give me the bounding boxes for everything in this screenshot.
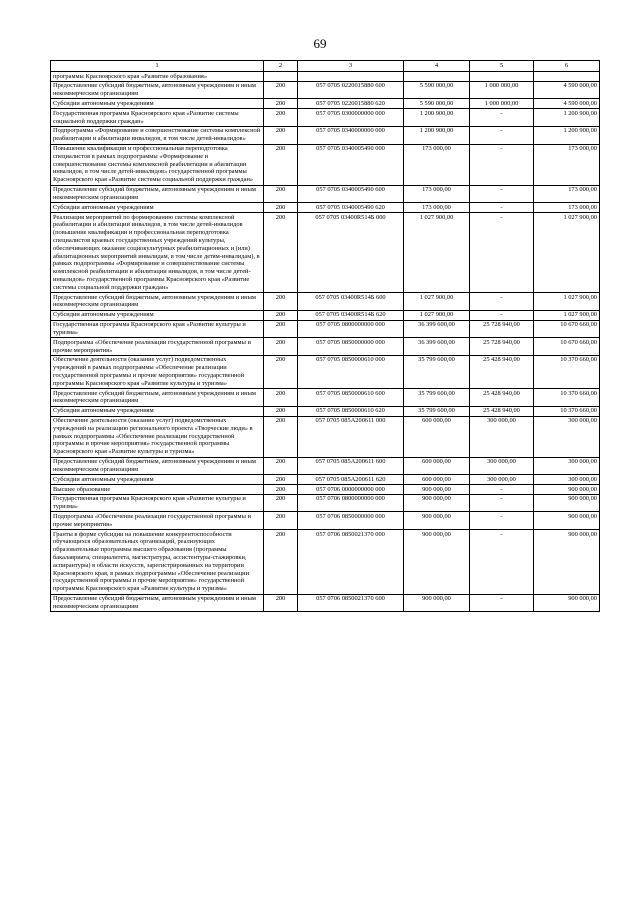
row-regional-cell: 10 670 660,00: [534, 320, 600, 338]
table-row: [51, 485, 600, 495]
row-name-cell: программы Красноярского края «Развитие образования»: [51, 72, 264, 82]
row-regional-cell: 900 000,00: [534, 512, 600, 530]
row-total-cell: 600 000,00: [404, 416, 470, 457]
row-name-cell: Предоставление субсидий бюджетным, автономным учреждениям и иным некоммерческим организациям: [51, 81, 264, 99]
row-regional-cell: 1 200 900,00: [534, 109, 600, 127]
row-name-cell: Предоставление субсидий бюджетным, автономным учреждениям и иным некоммерческим организациям: [51, 594, 264, 612]
row-name-cell: Повышение квалификации и профессиональная переподготовка специалистов в рамках подпрограммы «Формирование и совершенствование системы комплексной реабилитации и абилитации инвалидов, в том числе детей-инвалидов» государственной программы Красноярского края «Развитие системы социальной поддержки граждан»: [51, 144, 264, 185]
row-name-cell: Обеспечение деятельности (оказание услуг) подведомственных учреждений в рамках подпрограммы «Обеспечение реализации государственной программы и прочие мероприятия» государственной программы Красноярского края «Развитие культуры и туризма»: [51, 355, 264, 388]
table-row: [51, 293, 600, 311]
row-code-cell: 200: [264, 293, 298, 311]
row-kbk-cell: 057 0705 0800000000 000: [298, 320, 404, 338]
row-name-cell: Высшее образование: [51, 485, 264, 495]
row-federal-cell: 25 428 940,00: [470, 406, 534, 416]
row-regional-cell: 300 000,00: [534, 457, 600, 475]
row-federal-cell: 300 000,00: [470, 457, 534, 475]
row-name-cell: Субсидии автономным учреждениям: [51, 406, 264, 416]
row-kbk-cell: 057 0705 0220015880 600: [298, 81, 404, 99]
row-code-cell: 200: [264, 185, 298, 203]
row-kbk-cell: 057 0705 0850000610 600: [298, 389, 404, 407]
row-name-cell: Субсидии автономным учреждениям: [51, 310, 264, 320]
row-total-cell: 1 200 900,00: [404, 109, 470, 127]
row-kbk-cell: 057 0705 0300000000 000: [298, 109, 404, 127]
row-regional-cell: 4 590 000,00: [534, 81, 600, 99]
header-cell: 5: [470, 61, 534, 72]
row-name-cell: Гранты в форме субсидии на повышение конкурентоспособности обучающихся образовательных организаций, реализующих образовательные программы высшего образования (программы бакалавриата, специалитета, магистратуры, ассистентуры-стажировки, аспирантуры) в области искусств, зарегистрированных на территории Красноярского края, в рамках подпрограммы «Обеспечение реализации государственной программы и прочие мероприятия» государственной программы Красноярского края «Развитие культуры и туризма»: [51, 530, 264, 595]
row-federal-cell: 300 000,00: [470, 475, 534, 485]
row-code-cell: 200: [264, 389, 298, 407]
row-federal-cell: -: [470, 109, 534, 127]
row-total-cell: 173 000,00: [404, 144, 470, 185]
row-code-cell: 200: [264, 475, 298, 485]
header-cell: 1: [51, 61, 264, 72]
row-regional-cell: 300 000,00: [534, 416, 600, 457]
row-kbk-cell: 057 0705 0340005490 600: [298, 185, 404, 203]
row-total-cell: 900 000,00: [404, 594, 470, 612]
page-number: 69: [313, 36, 327, 51]
row-code-cell: 200: [264, 530, 298, 595]
table-row: [51, 109, 600, 127]
row-regional-cell: 1 027 900,00: [534, 293, 600, 311]
row-federal-cell: 25 728 940,00: [470, 320, 534, 338]
row-kbk-cell: 057 0705 0340005490 620: [298, 203, 404, 213]
row-federal-cell: 25 728 940,00: [470, 338, 534, 356]
row-name-cell: Реализация мероприятий по формированию системы комплексной реабилитации и абилитации инвалидов, в том числе детей-инвалидов (повышение квалификации и профессиональная переподготовка специалистов краевых государственных учреждений культуры, обеспечивающих оказание социокультурных реабилитационных и (или) абилитационных мероприятий инвалидам, в том числе детям-инвалидам), в рамках подпрограммы «Формирование и совершенствование системы комплексной реабилитации и абилитации инвалидов, в том числе детей-инвалидов» государственной программы Красноярского края «Развитие системы социальной поддержки граждан»: [51, 213, 264, 293]
row-code-cell: 200: [264, 310, 298, 320]
row-regional-cell: 10 670 660,00: [534, 338, 600, 356]
row-code-cell: 200: [264, 416, 298, 457]
row-federal-cell: -: [470, 126, 534, 144]
row-code-cell: 200: [264, 355, 298, 388]
table-row: [51, 512, 600, 530]
header-cell: 3: [298, 61, 404, 72]
row-total-cell: 900 000,00: [404, 512, 470, 530]
row-regional-cell: 1 200 900,00: [534, 126, 600, 144]
row-kbk-cell: 057 0705 0220015880 620: [298, 99, 404, 109]
row-total-cell: 1 027 900,00: [404, 213, 470, 293]
row-regional-cell: 1 027 900,00: [534, 213, 600, 293]
table-row: [51, 72, 600, 82]
table-row: [51, 310, 600, 320]
header-cell: 2: [264, 61, 298, 72]
row-total-cell: 35 799 600,00: [404, 389, 470, 407]
row-name-cell: Государственная программа Красноярского края «Развитие культуры и туризма»: [51, 494, 264, 512]
row-kbk-cell: 057 0705 0340005490 000: [298, 144, 404, 185]
row-code-cell: 200: [264, 213, 298, 293]
row-total-cell: 1 200 900,00: [404, 126, 470, 144]
row-total-cell: [404, 72, 470, 82]
header-cell: 6: [534, 61, 600, 72]
row-kbk-cell: 057 0706 0850000000 000: [298, 512, 404, 530]
table-row: [51, 126, 600, 144]
row-regional-cell: 10 370 660,00: [534, 406, 600, 416]
row-kbk-cell: 057 0705 0850000000 000: [298, 338, 404, 356]
row-code-cell: 200: [264, 338, 298, 356]
row-regional-cell: [534, 72, 600, 82]
row-total-cell: 600 000,00: [404, 475, 470, 485]
row-total-cell: 36 399 600,00: [404, 338, 470, 356]
table-row: [51, 203, 600, 213]
row-name-cell: Государственная программа Красноярского края «Развитие системы социальной поддержки граждан»: [51, 109, 264, 127]
table-row: [51, 406, 600, 416]
row-regional-cell: 300 000,00: [534, 475, 600, 485]
row-federal-cell: -: [470, 594, 534, 612]
table-row: [51, 81, 600, 99]
row-federal-cell: 25 428 940,00: [470, 355, 534, 388]
row-federal-cell: 1 000 000,00: [470, 81, 534, 99]
row-kbk-cell: 057 0706 0000000000 000: [298, 485, 404, 495]
row-regional-cell: 173 000,00: [534, 203, 600, 213]
row-name-cell: Государственная программа Красноярского края «Развитие культуры и туризма»: [51, 320, 264, 338]
row-federal-cell: -: [470, 144, 534, 185]
row-name-cell: Обеспечение деятельности (оказание услуг) подведомственных учреждений на реализацию регионального проекта «Творческие люди» в рамках подпрограммы «Обеспечение реализации государственной программы и прочие мероприятия» государственной программы Красноярского края «Развитие культуры и туризма»: [51, 416, 264, 457]
table-row: [51, 416, 600, 457]
row-federal-cell: -: [470, 512, 534, 530]
row-kbk-cell: 057 0706 0850021370 000: [298, 530, 404, 595]
row-regional-cell: 900 000,00: [534, 494, 600, 512]
row-name-cell: Субсидии автономным учреждениям: [51, 203, 264, 213]
row-total-cell: 900 000,00: [404, 485, 470, 495]
row-federal-cell: 300 000,00: [470, 416, 534, 457]
row-federal-cell: 25 428 940,00: [470, 389, 534, 407]
table-row: [51, 99, 600, 109]
table-row: [51, 530, 600, 595]
row-total-cell: 173 000,00: [404, 185, 470, 203]
row-kbk-cell: 057 0705 085А200611 600: [298, 457, 404, 475]
row-regional-cell: 173 000,00: [534, 185, 600, 203]
row-name-cell: Предоставление субсидий бюджетным, автономным учреждениям и иным некоммерческим организациям: [51, 457, 264, 475]
row-kbk-cell: 057 0705 03400R514Б 000: [298, 213, 404, 293]
row-federal-cell: -: [470, 494, 534, 512]
row-total-cell: 1 027 900,00: [404, 310, 470, 320]
table-row: [51, 389, 600, 407]
row-code-cell: 200: [264, 109, 298, 127]
row-kbk-cell: 057 0705 0340000000 000: [298, 126, 404, 144]
row-code-cell: 200: [264, 144, 298, 185]
row-code-cell: [264, 72, 298, 82]
row-regional-cell: 4 590 000,00: [534, 99, 600, 109]
row-code-cell: 200: [264, 512, 298, 530]
row-code-cell: 200: [264, 485, 298, 495]
row-code-cell: 200: [264, 126, 298, 144]
row-code-cell: 200: [264, 594, 298, 612]
row-total-cell: 1 027 900,00: [404, 293, 470, 311]
table-row: [51, 320, 600, 338]
row-regional-cell: 10 370 660,00: [534, 389, 600, 407]
row-total-cell: 5 590 000,00: [404, 81, 470, 99]
table-row: [51, 144, 600, 185]
row-name-cell: Подпрограмма «Обеспечение реализации государственной программы и прочие мероприятия»: [51, 512, 264, 530]
row-total-cell: 900 000,00: [404, 494, 470, 512]
row-name-cell: Субсидии автономным учреждениям: [51, 99, 264, 109]
row-kbk-cell: 057 0705 03400R514Б 620: [298, 310, 404, 320]
row-federal-cell: -: [470, 293, 534, 311]
row-kbk-cell: 057 0706 0850021370 600: [298, 594, 404, 612]
row-total-cell: 600 000,00: [404, 457, 470, 475]
row-federal-cell: -: [470, 485, 534, 495]
row-federal-cell: 1 000 000,00: [470, 99, 534, 109]
row-code-cell: 200: [264, 406, 298, 416]
row-total-cell: 35 799 600,00: [404, 355, 470, 388]
table-row: [51, 213, 600, 293]
row-name-cell: Подпрограмма «Формирование и совершенствование системы комплексной реабилитации и абилитации инвалидов, в том числе детей-инвалидов»: [51, 126, 264, 144]
row-regional-cell: 900 000,00: [534, 530, 600, 595]
table-row: [51, 475, 600, 485]
row-name-cell: Субсидии автономным учреждениям: [51, 475, 264, 485]
header-cell: 4: [404, 61, 470, 72]
row-federal-cell: -: [470, 203, 534, 213]
row-kbk-cell: 057 0706 0800000000 000: [298, 494, 404, 512]
row-regional-cell: 1 027 900,00: [534, 310, 600, 320]
row-regional-cell: 10 370 660,00: [534, 355, 600, 388]
row-code-cell: 200: [264, 203, 298, 213]
table-row: [51, 355, 600, 388]
row-name-cell: Предоставление субсидий бюджетным, автономным учреждениям и иным некоммерческим организациям: [51, 389, 264, 407]
row-total-cell: 5 590 000,00: [404, 99, 470, 109]
row-federal-cell: -: [470, 310, 534, 320]
row-total-cell: 900 000,00: [404, 530, 470, 595]
row-name-cell: Предоставление субсидий бюджетным, автономным учреждениям и иным некоммерческим организациям: [51, 293, 264, 311]
row-total-cell: 36 399 600,00: [404, 320, 470, 338]
row-kbk-cell: 057 0705 0850000610 000: [298, 355, 404, 388]
row-code-cell: 200: [264, 320, 298, 338]
table-row: [51, 594, 600, 612]
row-kbk-cell: [298, 72, 404, 82]
table-row: [51, 457, 600, 475]
row-name-cell: Предоставление субсидий бюджетным, автономным учреждениям и иным некоммерческим организациям: [51, 185, 264, 203]
row-regional-cell: 900 000,00: [534, 594, 600, 612]
table-row: [51, 185, 600, 203]
row-total-cell: 173 000,00: [404, 203, 470, 213]
row-federal-cell: -: [470, 185, 534, 203]
row-code-cell: 200: [264, 81, 298, 99]
row-kbk-cell: 057 0705 085А200611 620: [298, 475, 404, 485]
row-kbk-cell: 057 0705 0850000610 620: [298, 406, 404, 416]
header-row: [51, 61, 600, 72]
row-federal-cell: [470, 72, 534, 82]
row-federal-cell: -: [470, 530, 534, 595]
row-name-cell: Подпрограмма «Обеспечение реализации государственной программы и прочие мероприятия»: [51, 338, 264, 356]
table-row: [51, 338, 600, 356]
row-regional-cell: 173 000,00: [534, 144, 600, 185]
row-code-cell: 200: [264, 99, 298, 109]
row-kbk-cell: 057 0705 085А200611 000: [298, 416, 404, 457]
row-total-cell: 35 799 600,00: [404, 406, 470, 416]
row-federal-cell: -: [470, 213, 534, 293]
table-row: [51, 494, 600, 512]
row-code-cell: 200: [264, 457, 298, 475]
row-code-cell: 200: [264, 494, 298, 512]
budget-table: [50, 60, 600, 612]
row-regional-cell: 900 000,00: [534, 485, 600, 495]
row-kbk-cell: 057 0705 03400R514Б 600: [298, 293, 404, 311]
